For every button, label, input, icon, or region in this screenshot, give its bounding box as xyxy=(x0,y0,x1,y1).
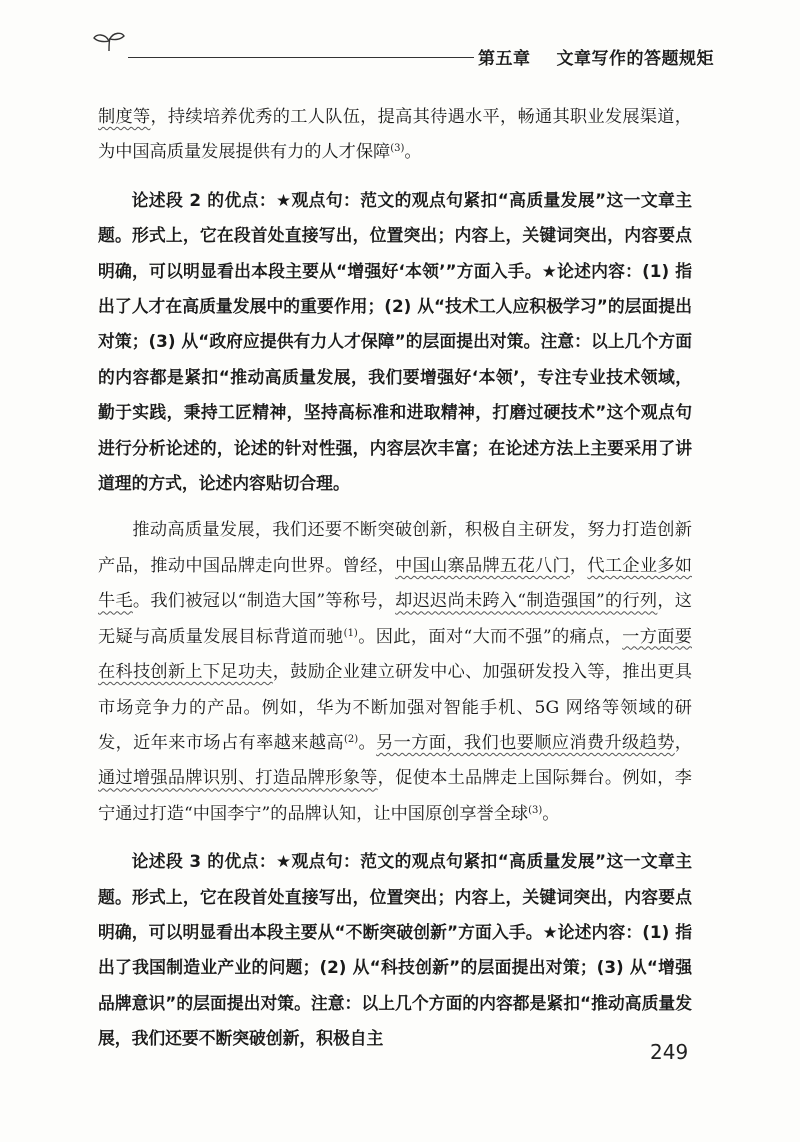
sprout-icon xyxy=(92,30,126,52)
underlined-phrase: 制度等 xyxy=(98,107,151,127)
footnote-ref: (3) xyxy=(390,143,405,155)
paragraph-continued: 制度等，持续培养优秀的工人队伍，提高其待遇水平，畅通其职业发展渠道，为中国高质量发展提供有力的人才保障$^{(3)}$。 xyxy=(98,107,692,163)
underlined-phrase: 却迟迟尚未跨入“制造强国”的行列 xyxy=(395,591,658,612)
essay-paragraph-3: 推动高质量发展，我们还要不断突破创新，积极自主研发，努力打造创新产品，推动中国品牌走向世界。曾经，中国山寨品牌五花八门，代工企业多如牛毛。我们被冠以“制造大国”等称号，却迟迟尚未跨入“制造强国”的行列，这无疑与高质量发展目标背道而驰$^{(1)}$。因此，面对“大而不强”的痛点，一方面要在科技创新上下足功夫，鼓励企业建立研发中心、加强研发投入等，推出更具市场竞争力的产品。例如，华为不断加强对智能手机、5G 网络等领域的研发，近年来市场占有率越来越高$^{(2)}$。另一方面，我们也要顺应消费升级趋势，通过增强品牌识别、打造品牌形象等，促使本土品牌走上国际舞台。例如，李宁通过打造“中国李宁”的品牌认知，让中国原创享誉全球$^{(3)}$。 xyxy=(98,520,692,824)
page-body xyxy=(98,100,692,1069)
footnote-ref: (1) xyxy=(343,627,358,639)
chapter-title: 文章写作的答题规矩 xyxy=(556,49,714,69)
underlined-phrase: 代工企业多如牛毛 xyxy=(98,555,692,612)
analysis-paragraph-2: 论述段 2 的优点：★观点句：范文的观点句紧扣“高质量发展”这一文章主题。形式上，它在段首处直接写出，位置突出；内容上，关键词突出，内容要点明确，可以明显看出本段主要从“增强好‘本领’”方面入手。★论述内容：(1) 指出了人才在高质量发展中的重要作用；(2) 从“技术工人应积极学习”的层面提出对策；(3) 从“政府应提供有力人才保障”的层面提出对策。注意：以上几个方面的内容都是紧扣“推动高质量发展，我们要增强好‘本领’，专注专业技术领域，勤于实践，秉持工匠精神，坚持高标准和进取精神，打磨过硬技术”这个观点句进行分析论述的，论述的针对性强，内容层次丰富；在论述方法上主要采用了讲道理的方式，论述内容贴切合理。 xyxy=(98,189,692,494)
underlined-phrase: 通过增强品牌识别、打造品牌形象等 xyxy=(98,768,378,789)
page-number: 249 xyxy=(650,1040,689,1064)
footnote-ref: (2) xyxy=(343,733,359,745)
underlined-phrase: 另一方面，我们也要顺应消费升级趋势 xyxy=(376,732,675,753)
footnote-ref: (3) xyxy=(528,804,543,816)
chapter-label: 第五章 xyxy=(478,49,531,69)
analysis-paragraph-3: 论述段 3 的优点：★观点句：范文的观点句紧扣“高质量发展”这一文章主题。形式上，它在段首处直接写出，位置突出；内容上，关键词突出，内容要点明确，可以明显看出本段主要从“不断突破创新”方面入手。★论述内容：(1) 指出了我国制造业产业的问题；(2) 从“科技创新”的层面提出对策；(3) 从“增强品牌意识”的层面提出对策。注意：以上几个方面的内容都是紧扣“推动高质量发展，我们还要不断突破创新，积极自主 xyxy=(98,851,692,1049)
underlined-phrase: 中国山寨品牌五花八门 xyxy=(395,555,570,576)
header-rule xyxy=(128,57,474,58)
underlined-phrase: 一方面要在科技创新上下足功夫 xyxy=(98,626,692,683)
running-header xyxy=(478,44,714,69)
